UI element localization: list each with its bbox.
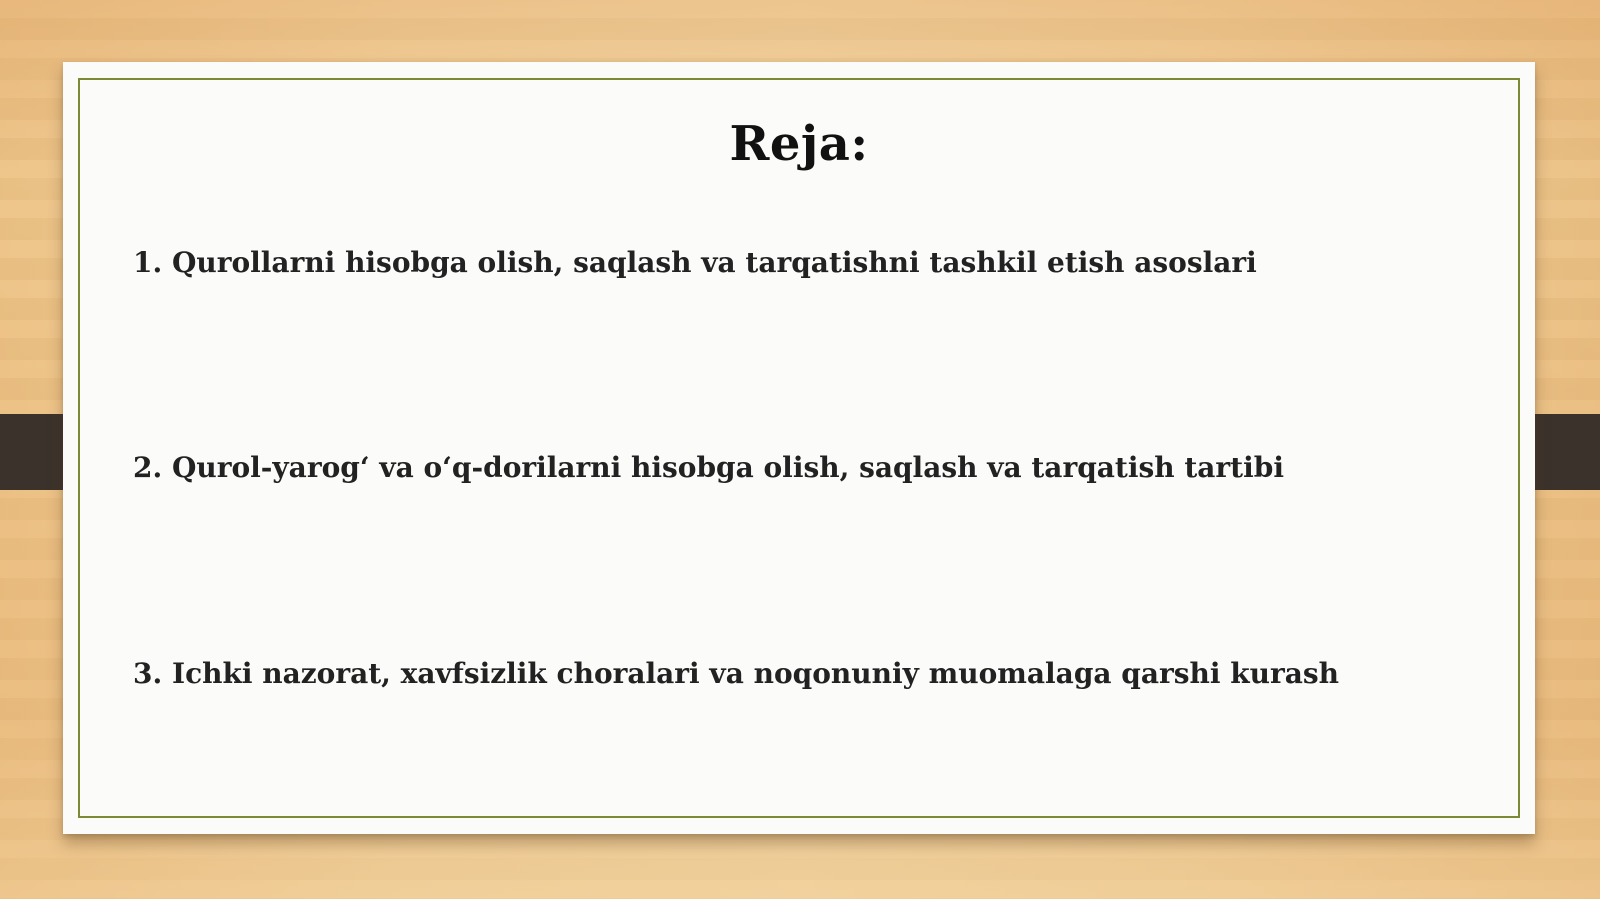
slide-frame [78,78,1520,818]
plan-item-3: 3. Ichki nazorat, xavfsizlik choralari va noqonuniy muomalaga qarshi kurash [133,657,1340,690]
plan-item-2: 2. Qurol-yarog‘ va o‘q-dorilarni hisobga olish, saqlash va tarqatish tartibi [133,451,1284,484]
slide-card [63,62,1535,834]
plan-item-1: 1. Qurollarni hisobga olish, saqlash va tarqatishni tashkil etish asoslari [133,246,1257,279]
slide-title: Reja: [729,116,869,172]
